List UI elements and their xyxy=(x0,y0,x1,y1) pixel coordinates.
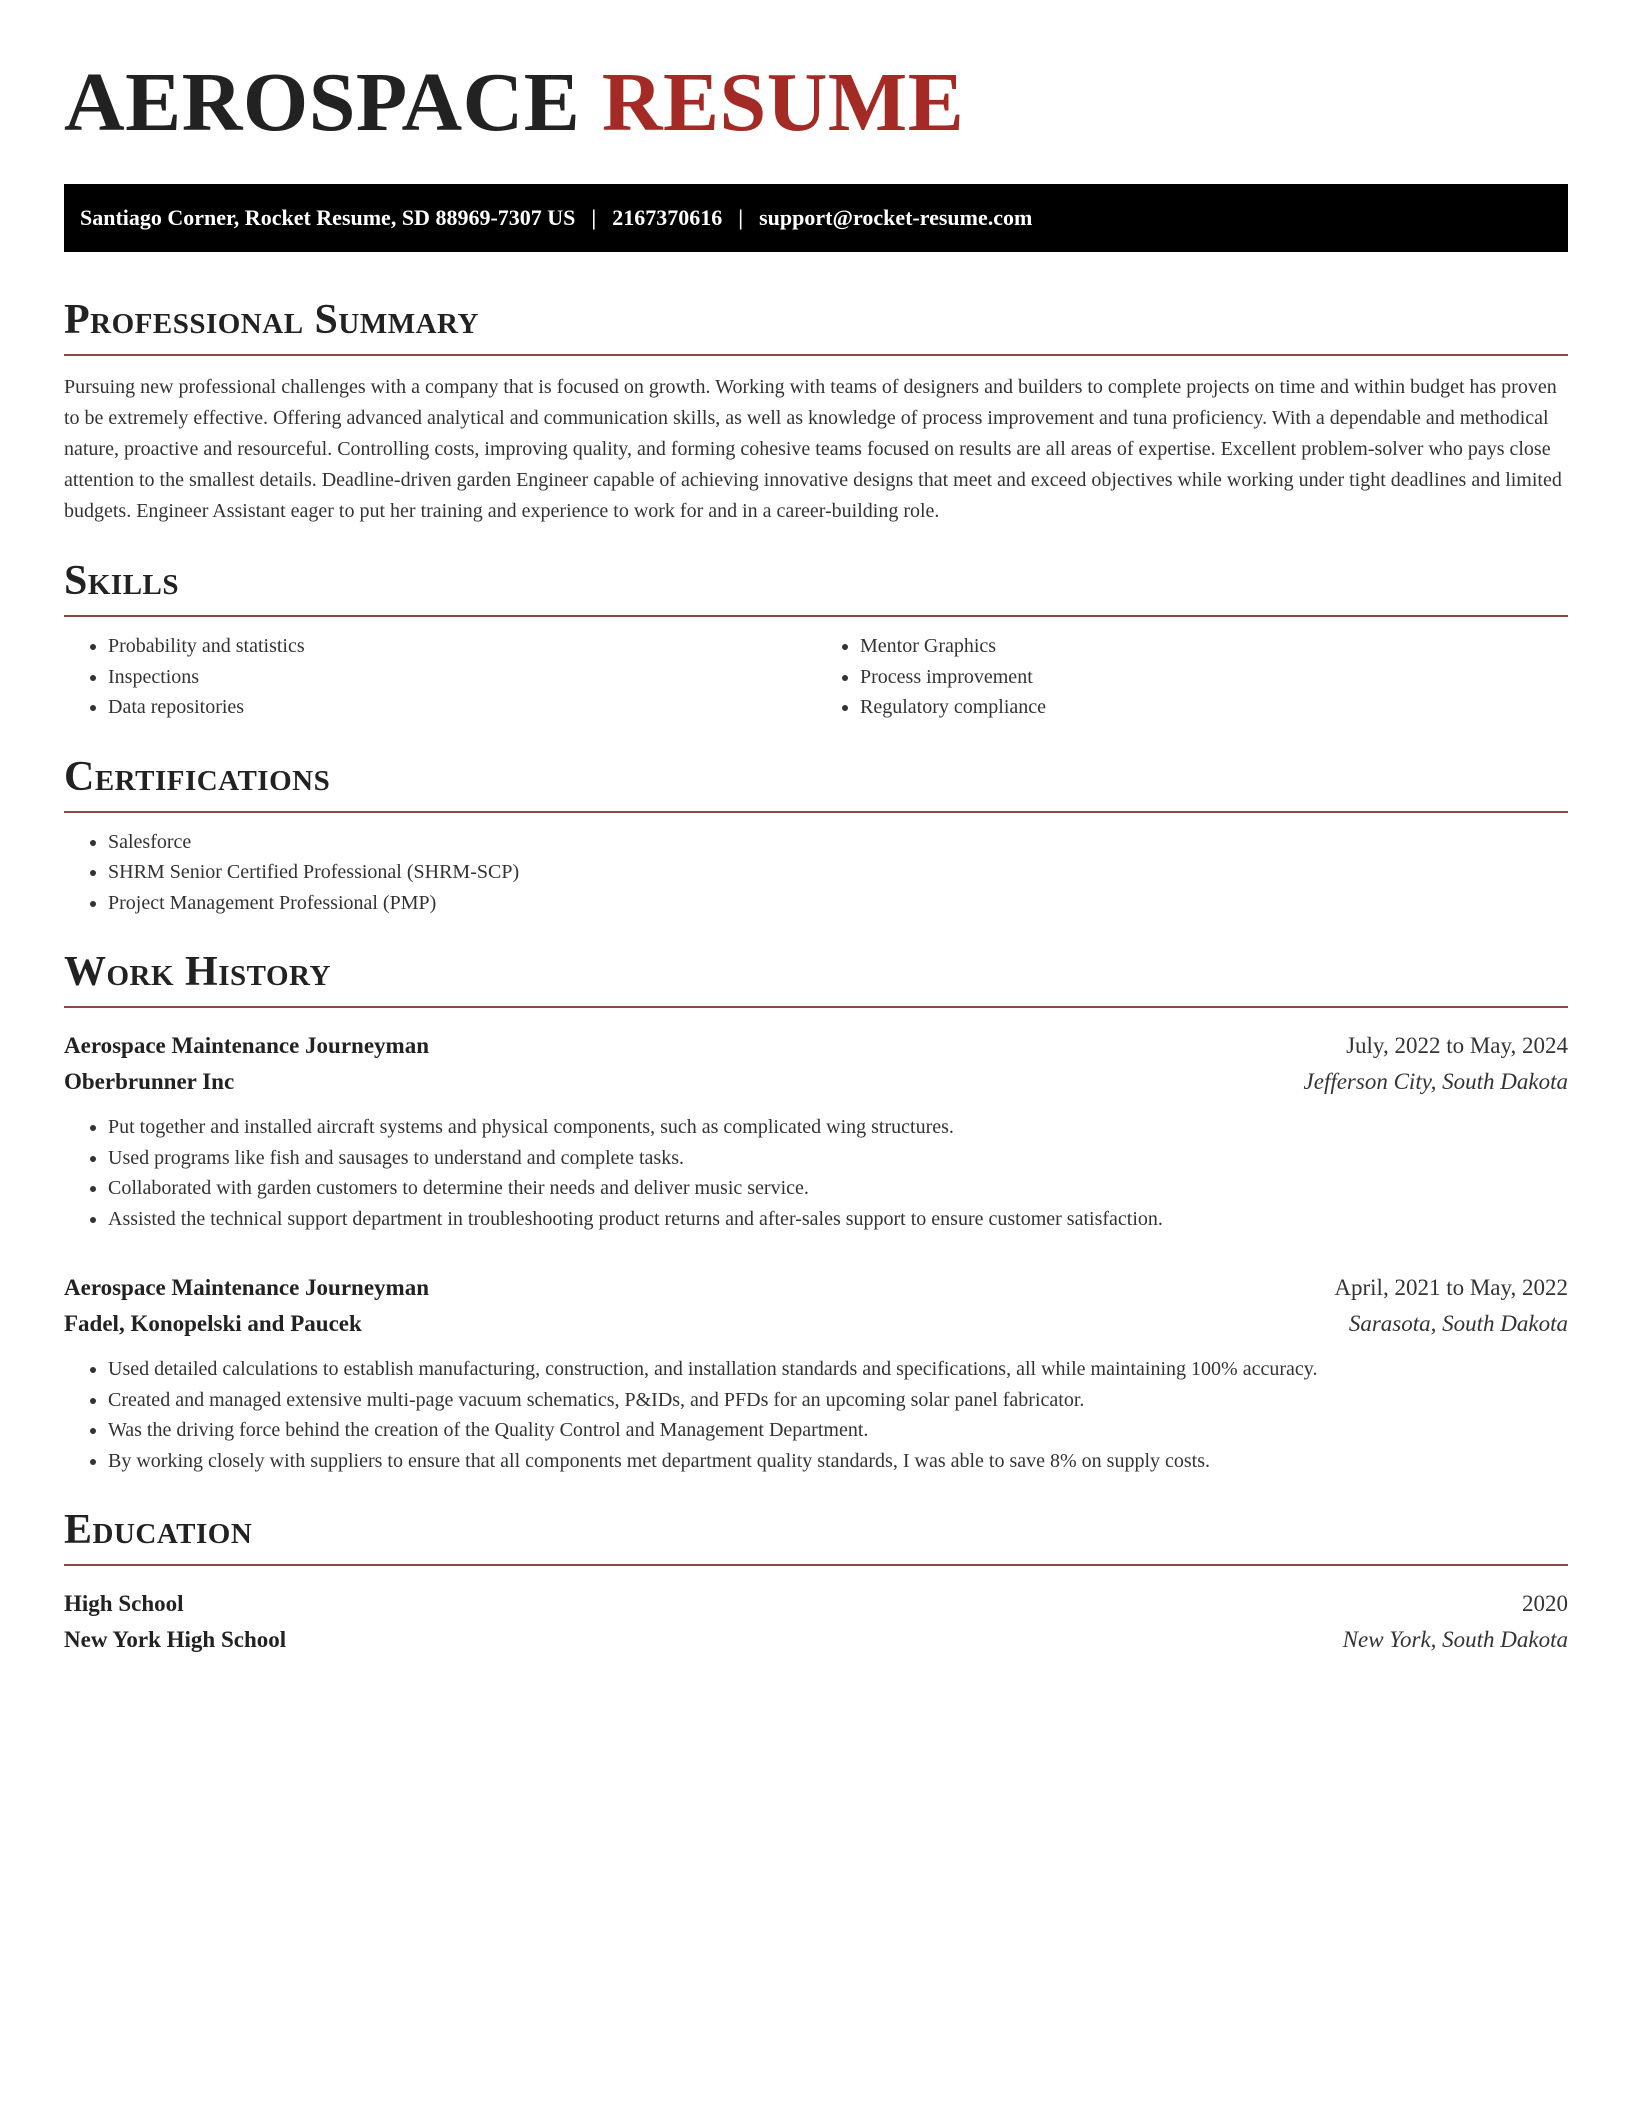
job-location: Sarasota, South Dakota xyxy=(1348,1311,1568,1336)
job-title-row xyxy=(64,1028,1568,1064)
summary-section xyxy=(64,292,1568,527)
summary-text: Pursuing new professional challenges with a company that is focused on growth. Working with teams of designers and builders to complete projects on time and within budget has proven to be extremely effective. Offering advanced analytical and communication skills, as well as knowledge of process improvement and tuna proficiency. With a dependable and methodical nature, proactive and resourceful. Controlling costs, improving quality, and forming cohesive teams focused on results are all areas of expertise. Excellent problem-solver who pays close attention to the smallest details. Deadline-driven garden Engineer capable of achieving innovative designs that meet and exceed objectives while working under tight deadlines and limited budgets. Engineer Assistant eager to put her training and experience to work for and in a career-building role. xyxy=(64,376,1562,522)
job-entry xyxy=(64,1270,1568,1476)
work-history-heading: Work History xyxy=(64,944,1568,1008)
certifications-section xyxy=(64,749,1568,919)
job-company-row xyxy=(64,1306,1568,1342)
skill-item: • Inspections xyxy=(108,662,816,693)
certifications-list xyxy=(64,827,1568,919)
job-title-row xyxy=(64,1270,1568,1306)
skill-item: • Data repositories xyxy=(108,692,816,723)
contact-phone: 2167370616 xyxy=(612,205,723,230)
job-title: Aerospace Maintenance Journeyman xyxy=(64,1033,429,1058)
education-heading: Education xyxy=(64,1502,1568,1566)
job-company: Fadel, Konopelski and Paucek xyxy=(64,1311,362,1336)
job-duty: • Assisted the technical support department in troubleshooting product returns and after-sales support to ensure customer satisfaction. xyxy=(108,1204,1568,1235)
job-duties-list xyxy=(64,1112,1568,1234)
skills-heading: Skills xyxy=(64,553,1568,617)
job-company: Oberbrunner Inc xyxy=(64,1069,235,1094)
education-location: New York, South Dakota xyxy=(1342,1627,1568,1652)
contact-separator: | xyxy=(738,205,744,230)
skills-list-right xyxy=(816,631,1568,723)
education-year: 2020 xyxy=(1522,1591,1568,1616)
skill-item: • Regulatory compliance xyxy=(860,692,1568,723)
job-title: Aerospace Maintenance Journeyman xyxy=(64,1275,429,1300)
skills-grid xyxy=(64,631,1568,723)
skills-section xyxy=(64,553,1568,723)
contact-bar xyxy=(64,184,1568,252)
job-duties-list xyxy=(64,1354,1568,1476)
work-history-section xyxy=(64,944,1568,1476)
skill-item: • Mentor Graphics xyxy=(860,631,1568,662)
certification-item: • SHRM Senior Certified Professional (SHRM-SCP) xyxy=(108,857,1568,888)
summary-heading: Professional Summary xyxy=(64,292,1568,356)
job-duty: • Put together and installed aircraft systems and physical components, such as complicated wing structures. xyxy=(108,1112,1568,1143)
contact-email: support@rocket-resume.com xyxy=(759,205,1033,230)
skill-item: • Process improvement xyxy=(860,662,1568,693)
education-school-row xyxy=(64,1622,1568,1658)
education-degree: High School xyxy=(64,1591,184,1616)
job-duty: • Created and managed extensive multi-page vacuum schematics, P&IDs, and PFDs for an upcoming solar panel fabricator. xyxy=(108,1385,1568,1416)
job-location: Jefferson City, South Dakota xyxy=(1303,1069,1568,1094)
skill-item: • Probability and statistics xyxy=(108,631,816,662)
job-dates: July, 2022 to May, 2024 xyxy=(1346,1033,1568,1058)
job-duty: • Used detailed calculations to establish manufacturing, construction, and installation standards and specifications, all while maintaining 100% accuracy. xyxy=(108,1354,1568,1385)
certifications-heading: Certifications xyxy=(64,749,1568,813)
job-entry xyxy=(64,1028,1568,1234)
skills-list-left xyxy=(64,631,816,723)
education-entry xyxy=(64,1586,1568,1658)
certification-item: • Salesforce xyxy=(108,827,1568,858)
job-duty: • By working closely with suppliers to ensure that all components met department quality standards, I was able to save 8% on supply costs. xyxy=(108,1446,1568,1477)
job-duty: • Was the driving force behind the creation of the Quality Control and Management Department. xyxy=(108,1415,1568,1446)
title-main: AEROSPACE xyxy=(64,56,581,149)
contact-separator: | xyxy=(591,205,597,230)
job-company-row xyxy=(64,1064,1568,1100)
resume-title xyxy=(64,48,1568,158)
title-accent: RESUME xyxy=(601,56,965,149)
job-dates: April, 2021 to May, 2022 xyxy=(1334,1275,1568,1300)
education-section xyxy=(64,1502,1568,1658)
job-duty: • Collaborated with garden customers to determine their needs and deliver music service. xyxy=(108,1173,1568,1204)
contact-address: Santiago Corner, Rocket Resume, SD 88969-7307 US xyxy=(80,205,576,230)
certification-item: • Project Management Professional (PMP) xyxy=(108,888,1568,919)
education-degree-row xyxy=(64,1586,1568,1622)
education-school: New York High School xyxy=(64,1627,287,1652)
job-duty: • Used programs like fish and sausages to understand and complete tasks. xyxy=(108,1143,1568,1174)
